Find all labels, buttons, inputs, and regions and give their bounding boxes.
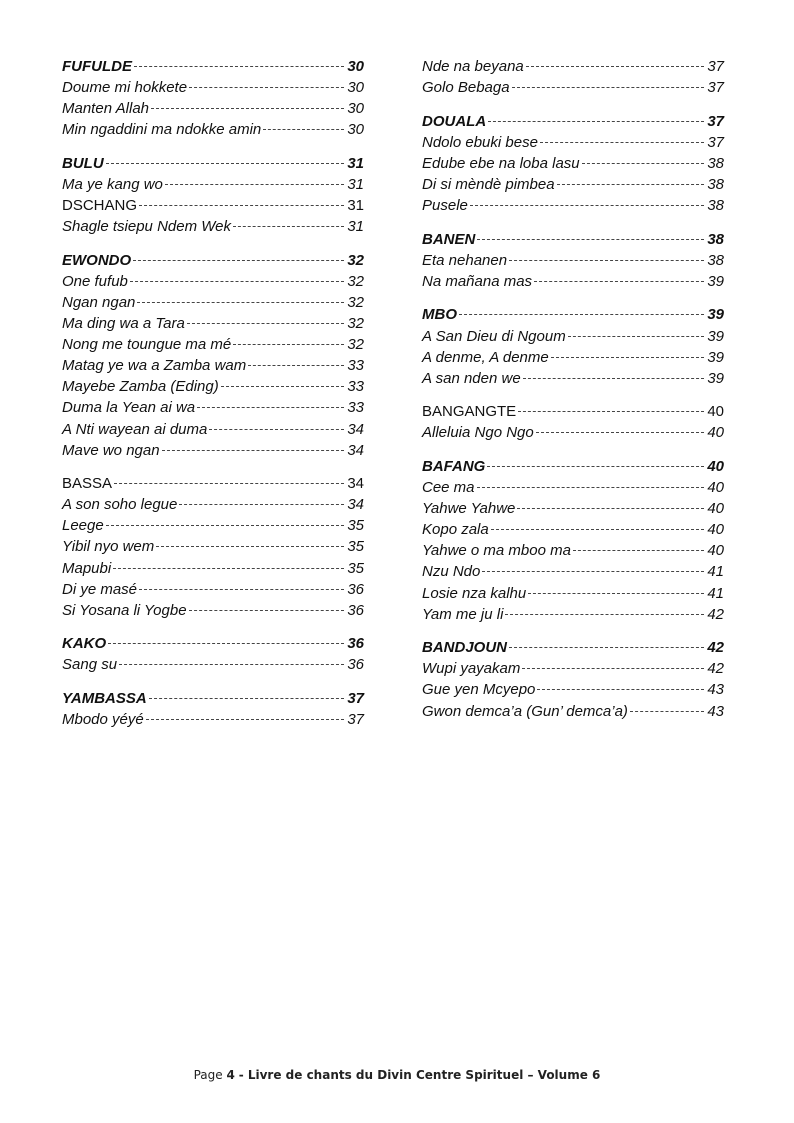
dot-leader <box>551 357 705 358</box>
toc-entry <box>62 98 364 119</box>
page-number: 32 <box>347 251 364 269</box>
toc-section <box>422 456 724 625</box>
toc-entry <box>62 355 364 376</box>
entry-title: Gwon demca’a (Gun’ demca’a) <box>422 702 628 720</box>
dot-leader <box>106 525 345 526</box>
page-number: 37 <box>707 112 724 130</box>
entry-title: One fufub <box>62 272 128 290</box>
dot-leader <box>189 87 344 88</box>
dot-leader <box>189 610 345 611</box>
page-number: 31 <box>347 197 364 215</box>
toc-entry <box>422 422 724 443</box>
section-title: BASSA <box>62 475 113 493</box>
page-number: 38 <box>707 154 724 172</box>
toc-entry <box>62 494 364 515</box>
dot-leader <box>130 281 344 282</box>
toc-entry <box>422 498 724 519</box>
toc-entry <box>62 536 364 557</box>
section-title: BANGANGTE <box>422 403 517 421</box>
section-title: KAKO <box>62 635 107 653</box>
entry-title: Ngan ngan <box>62 293 136 311</box>
toc-entry <box>422 540 724 561</box>
toc-entry <box>62 376 364 397</box>
toc-entry <box>422 347 724 368</box>
entry-title: Gue yen Mcyepo <box>422 681 536 699</box>
page-number: 31 <box>347 175 364 193</box>
entry-title: Doume mi hokkete <box>62 79 188 97</box>
page-number: 40 <box>707 500 724 518</box>
dot-leader <box>197 407 344 408</box>
page-number: 38 <box>707 197 724 215</box>
toc-entry <box>62 313 364 334</box>
page-number: 37 <box>347 690 364 708</box>
toc-section <box>422 56 724 98</box>
dot-leader <box>139 205 344 206</box>
entry-title: Wupi yayakam <box>422 660 521 678</box>
entry-title: Yam me ju li <box>422 605 504 623</box>
entry-title: Nong me toungue ma mé <box>62 336 232 354</box>
toc-entry <box>62 292 364 313</box>
page-number: 38 <box>707 230 724 248</box>
toc-entry <box>422 583 724 604</box>
dot-leader <box>113 568 344 569</box>
page-number: 30 <box>347 121 364 139</box>
page-number: 40 <box>707 424 724 442</box>
toc-section <box>62 688 364 730</box>
toc-entry <box>62 119 364 140</box>
page-number: 30 <box>347 100 364 118</box>
entry-title: Golo Bebaga <box>422 79 510 97</box>
toc-entry <box>422 56 724 77</box>
toc-entry <box>422 77 724 98</box>
toc-entry <box>422 174 724 195</box>
toc-section <box>62 473 364 621</box>
toc-section-heading <box>422 304 724 325</box>
dot-leader <box>149 698 345 699</box>
entry-title: Losie nza kalhu <box>422 584 527 602</box>
toc-entry <box>62 654 364 675</box>
dot-leader <box>139 589 344 590</box>
section-title: FUFULDE <box>62 58 132 75</box>
dot-leader <box>209 429 344 430</box>
dot-leader <box>522 668 704 669</box>
page-number: 34 <box>347 441 364 459</box>
footer-page-number: 4 <box>226 1068 235 1082</box>
dot-leader <box>491 529 705 530</box>
page-number: 37 <box>707 79 724 97</box>
page-number: 33 <box>347 357 364 375</box>
dot-leader <box>156 546 344 547</box>
dot-leader <box>114 483 344 484</box>
entry-title: Duma la Yean ai wa <box>62 399 196 417</box>
entry-title: Yahwe o ma mboo ma <box>422 542 571 560</box>
page-number: 39 <box>707 369 724 387</box>
entry-title: Si Yosana li Yogbe <box>62 601 187 619</box>
toc-entry <box>422 132 724 153</box>
page-number: 36 <box>347 601 364 619</box>
toc-entry <box>62 440 364 461</box>
dot-leader <box>573 550 704 551</box>
entry-title: Ma ding wa a Tara <box>62 315 185 333</box>
page-number: 40 <box>707 521 724 539</box>
toc-entry <box>62 334 364 355</box>
entry-title: A San Dieu di Ngoum <box>422 327 566 345</box>
section-title: BANEN <box>422 230 476 248</box>
dot-leader <box>233 344 344 345</box>
page-number: 33 <box>347 399 364 417</box>
page-footer <box>0 1068 794 1082</box>
entry-title: A Nti wayean ai duma <box>62 420 208 438</box>
entry-title: Na mañana mas <box>422 272 533 290</box>
dot-leader <box>165 184 344 185</box>
page-number: 39 <box>707 306 724 324</box>
toc-section <box>62 153 364 237</box>
toc-section-heading <box>422 229 724 250</box>
page-number: 31 <box>347 154 364 172</box>
dot-leader <box>523 378 705 379</box>
toc-section <box>62 250 364 461</box>
toc-entry <box>422 477 724 498</box>
dot-leader <box>488 121 704 122</box>
toc-section <box>422 304 724 388</box>
dot-leader <box>517 508 704 509</box>
page-number: 32 <box>347 315 364 333</box>
page-number: 37 <box>707 133 724 151</box>
page-number: 32 <box>347 293 364 311</box>
dot-leader <box>187 323 344 324</box>
toc-entry <box>422 679 724 700</box>
dot-leader <box>151 108 344 109</box>
toc-section-heading <box>422 401 724 422</box>
section-title: BULU <box>62 154 104 172</box>
dot-leader <box>528 593 704 594</box>
page-number: 35 <box>347 538 364 556</box>
dot-leader <box>537 689 704 690</box>
toc-left-column <box>62 56 364 743</box>
entry-title: Cee ma <box>422 479 475 497</box>
page-number: 34 <box>347 475 364 493</box>
dot-leader <box>526 66 705 67</box>
page-number: 35 <box>347 517 364 535</box>
toc-section <box>422 401 724 443</box>
toc-section-heading <box>62 473 364 494</box>
entry-title: Leege <box>62 517 104 535</box>
dot-leader <box>557 184 705 185</box>
entry-title: Kopo zala <box>422 521 489 539</box>
toc-section-heading <box>422 456 724 477</box>
footer-prefix: Page <box>193 1068 223 1082</box>
dot-leader <box>137 302 344 303</box>
dot-leader <box>146 719 345 720</box>
page-number: 40 <box>707 479 724 497</box>
toc-entry <box>422 561 724 582</box>
page-number: 34 <box>347 420 364 438</box>
entry-title: Eta nehanen <box>422 251 508 269</box>
dot-leader <box>568 336 705 337</box>
toc-entry <box>422 701 724 722</box>
entry-title: Manten Allah <box>62 100 149 118</box>
toc-section <box>422 229 724 292</box>
dot-leader <box>540 142 704 143</box>
entry-title: Alleluia Ngo Ngo <box>422 424 534 442</box>
toc-section <box>422 637 724 721</box>
dot-leader <box>477 487 705 488</box>
dot-leader <box>534 281 704 282</box>
dot-leader <box>233 226 344 227</box>
toc-entry <box>62 558 364 579</box>
page-number: 30 <box>347 79 364 97</box>
page-number: 38 <box>707 175 724 193</box>
page-number: 37 <box>347 711 364 729</box>
dot-leader <box>108 643 344 644</box>
entry-title: Di ye masé <box>62 580 138 598</box>
page-number: 32 <box>347 272 364 290</box>
page-number: 40 <box>707 403 724 421</box>
toc-section-heading <box>62 56 364 77</box>
dot-leader <box>263 129 344 130</box>
page-number: 36 <box>347 656 364 674</box>
page-number: 40 <box>707 458 724 475</box>
dot-leader <box>582 163 705 164</box>
dot-leader <box>179 504 344 505</box>
entry-title: Ndolo ebuki bese <box>422 133 538 151</box>
toc-section <box>62 633 364 675</box>
entry-title: Mbodo yéyé <box>62 711 144 729</box>
entry-title: Shagle tsiepu Ndem Wek <box>62 218 231 236</box>
dot-leader <box>106 163 345 164</box>
entry-title: Mayebe Zamba (Eding) <box>62 378 219 396</box>
toc-section <box>422 111 724 216</box>
section-title: DOUALA <box>422 112 487 130</box>
page-number: 30 <box>347 58 364 75</box>
entry-title: Yibil nyo wem <box>62 538 155 556</box>
toc-entry <box>62 271 364 292</box>
entry-title: Nde na beyana <box>422 58 524 75</box>
toc-entry <box>422 326 724 347</box>
toc-entry <box>62 174 364 195</box>
page-number: 40 <box>707 542 724 560</box>
entry-title: Pusele <box>422 197 468 215</box>
toc-section-heading <box>62 250 364 271</box>
section-title: EWONDO <box>62 251 132 269</box>
dot-leader <box>134 66 344 67</box>
page-number: 34 <box>347 496 364 514</box>
dot-leader <box>221 386 345 387</box>
entry-title: Sang su <box>62 656 118 674</box>
entry-title: Yahwe Yahwe <box>422 500 516 518</box>
dot-leader <box>119 664 344 665</box>
dot-leader <box>509 647 704 648</box>
page-number: 39 <box>707 272 724 290</box>
page-number: 43 <box>707 702 724 720</box>
entry-title: A denme, A denme <box>422 348 549 366</box>
dot-leader <box>248 365 344 366</box>
toc-entry <box>422 195 724 216</box>
page-number: 41 <box>707 584 724 602</box>
entry-title: Mave wo ngan <box>62 441 160 459</box>
toc-entry <box>62 419 364 440</box>
toc-entry <box>62 397 364 418</box>
toc-section-heading <box>62 633 364 654</box>
toc-section-heading <box>62 688 364 709</box>
entry-title: Edube ebe na loba lasu <box>422 154 580 172</box>
dot-leader <box>505 614 704 615</box>
entry-title: DSCHANG <box>62 197 138 215</box>
toc-section-heading <box>62 153 364 174</box>
dot-leader <box>470 205 704 206</box>
page-number: 33 <box>347 378 364 396</box>
dot-leader <box>518 411 704 412</box>
section-title: BANDJOUN <box>422 639 508 657</box>
toc-entry <box>422 658 724 679</box>
section-title: YAMBASSA <box>62 690 147 708</box>
toc-entry <box>62 579 364 600</box>
dot-leader <box>630 711 704 712</box>
page-number: 38 <box>707 251 724 269</box>
dot-leader <box>162 450 345 451</box>
page-number: 36 <box>347 580 364 598</box>
page-number: 35 <box>347 559 364 577</box>
page-number: 39 <box>707 348 724 366</box>
toc-section <box>62 56 364 140</box>
dot-leader <box>512 87 705 88</box>
toc-entry <box>422 250 724 271</box>
toc-entry <box>62 77 364 98</box>
dot-leader <box>482 571 704 572</box>
toc-entry <box>422 604 724 625</box>
entry-title: A san nden we <box>422 369 521 387</box>
toc-entry <box>62 515 364 536</box>
dot-leader <box>477 239 704 240</box>
page-number: 43 <box>707 681 724 699</box>
toc-entry <box>422 271 724 292</box>
toc-right-column <box>422 56 724 734</box>
dot-leader <box>133 260 344 261</box>
page-number: 42 <box>707 660 724 678</box>
entry-title: Ma ye kang wo <box>62 175 163 193</box>
entry-title: A son soho legue <box>62 496 178 514</box>
dot-leader <box>509 260 704 261</box>
page-number: 39 <box>707 327 724 345</box>
page-number: 42 <box>707 639 724 657</box>
toc-entry <box>422 519 724 540</box>
toc-entry <box>422 368 724 389</box>
footer-book-title: - Livre de chants du Divin Centre Spirituel – Volume 6 <box>238 1068 601 1082</box>
toc-entry <box>422 153 724 174</box>
entry-title: Nzu Ndo <box>422 563 481 581</box>
page-number: 41 <box>707 563 724 581</box>
dot-leader <box>487 466 704 467</box>
dot-leader <box>536 432 705 433</box>
page-number: 36 <box>347 635 364 653</box>
entry-title: Matag ye wa a Zamba wam <box>62 357 247 375</box>
toc-entry <box>62 216 364 237</box>
entry-title: Min ngaddini ma ndokke amin <box>62 121 262 139</box>
entry-title: Di si mèndè pimbea <box>422 175 555 193</box>
section-title: MBO <box>422 306 457 324</box>
toc-entry <box>62 600 364 621</box>
page-number: 32 <box>347 336 364 354</box>
page-number: 42 <box>707 605 724 623</box>
page-number: 31 <box>347 218 364 236</box>
dot-leader <box>459 314 704 315</box>
section-title: BAFANG <box>422 458 486 475</box>
entry-title: Mapubi <box>62 559 112 577</box>
toc-section-heading <box>422 637 724 658</box>
toc-section-heading <box>422 111 724 132</box>
toc-entry <box>62 195 364 216</box>
toc-entry <box>62 709 364 730</box>
page-number: 37 <box>707 58 724 75</box>
